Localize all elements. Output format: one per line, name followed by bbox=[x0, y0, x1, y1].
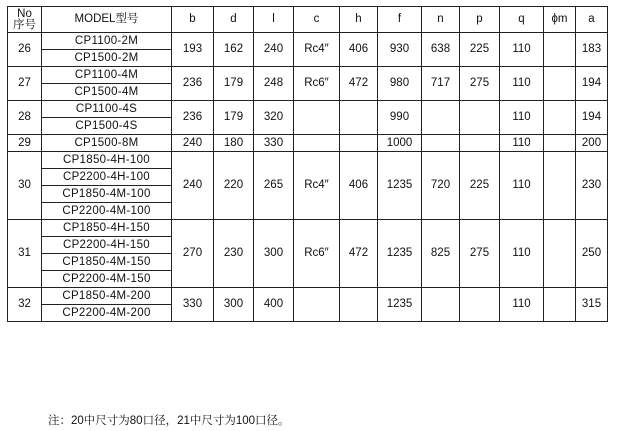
cell-p: 225 bbox=[460, 33, 500, 67]
cell-phi-m bbox=[544, 101, 576, 135]
col-header-phi-m: ϕm bbox=[544, 7, 576, 33]
table-row bbox=[8, 288, 608, 305]
cell-phi-m bbox=[544, 135, 576, 152]
cell-p bbox=[460, 101, 500, 135]
cell-p: 275 bbox=[460, 67, 500, 101]
cell-q: 110 bbox=[500, 135, 544, 152]
col-header-q: q bbox=[500, 7, 544, 33]
col-header-model: MODEL型号 bbox=[42, 7, 172, 33]
cell-model: CP1100-4M bbox=[42, 67, 172, 84]
cell-model: CP1850-4M-200 bbox=[42, 288, 172, 305]
cell-d: 220 bbox=[214, 152, 254, 220]
cell-model: CP2200-4M-150 bbox=[42, 271, 172, 288]
cell-l: 400 bbox=[254, 288, 294, 322]
cell-b: 330 bbox=[172, 288, 214, 322]
cell-p: 275 bbox=[460, 220, 500, 288]
cell-b: 240 bbox=[172, 152, 214, 220]
cell-h bbox=[340, 135, 378, 152]
table-row bbox=[8, 152, 608, 169]
cell-model: CP1500-4M bbox=[42, 84, 172, 101]
cell-a: 250 bbox=[576, 220, 608, 288]
cell-d: 179 bbox=[214, 101, 254, 135]
col-header-h: h bbox=[340, 7, 378, 33]
cell-model: CP2200-4H-100 bbox=[42, 169, 172, 186]
cell-model: CP1100-4S bbox=[42, 101, 172, 118]
cell-model: CP1850-4M-150 bbox=[42, 254, 172, 271]
cell-n: 638 bbox=[422, 33, 460, 67]
table-row bbox=[8, 101, 608, 118]
cell-l: 320 bbox=[254, 101, 294, 135]
cell-h: 406 bbox=[340, 33, 378, 67]
cell-q: 110 bbox=[500, 33, 544, 67]
cell-f: 930 bbox=[378, 33, 422, 67]
cell-no: 26 bbox=[8, 33, 42, 67]
cell-q: 110 bbox=[500, 220, 544, 288]
cell-model: CP1500-4S bbox=[42, 118, 172, 135]
cell-d: 180 bbox=[214, 135, 254, 152]
col-header-b: b bbox=[172, 7, 214, 33]
col-header-c: c bbox=[294, 7, 340, 33]
col-header-n: n bbox=[422, 7, 460, 33]
cell-l: 248 bbox=[254, 67, 294, 101]
cell-q: 110 bbox=[500, 288, 544, 322]
cell-c: Rc6″ bbox=[294, 67, 340, 101]
cell-f: 1235 bbox=[378, 152, 422, 220]
cell-l: 265 bbox=[254, 152, 294, 220]
cell-model: CP1100-2M bbox=[42, 33, 172, 50]
cell-h bbox=[340, 101, 378, 135]
cell-f: 980 bbox=[378, 67, 422, 101]
cell-no: 31 bbox=[8, 220, 42, 288]
cell-a: 315 bbox=[576, 288, 608, 322]
cell-a: 183 bbox=[576, 33, 608, 67]
cell-q: 110 bbox=[500, 152, 544, 220]
col-header-d: d bbox=[214, 7, 254, 33]
cell-l: 300 bbox=[254, 220, 294, 288]
cell-model: CP2200-4M-200 bbox=[42, 305, 172, 322]
cell-phi-m bbox=[544, 220, 576, 288]
cell-c: Rc4″ bbox=[294, 152, 340, 220]
cell-model: CP2200-4M-100 bbox=[42, 203, 172, 220]
cell-n: 720 bbox=[422, 152, 460, 220]
cell-no: 27 bbox=[8, 67, 42, 101]
cell-model: CP1850-4H-150 bbox=[42, 220, 172, 237]
cell-b: 236 bbox=[172, 67, 214, 101]
cell-phi-m bbox=[544, 67, 576, 101]
cell-b: 240 bbox=[172, 135, 214, 152]
footnote: 注：20中尺寸为80口径，21中尺寸为100口径。 bbox=[48, 415, 290, 427]
cell-n bbox=[422, 101, 460, 135]
cell-c: Rc4″ bbox=[294, 33, 340, 67]
cell-b: 193 bbox=[172, 33, 214, 67]
cell-model: CP2200-4H-150 bbox=[42, 237, 172, 254]
cell-d: 230 bbox=[214, 220, 254, 288]
col-header-f: f bbox=[378, 7, 422, 33]
cell-d: 179 bbox=[214, 67, 254, 101]
table-row bbox=[8, 33, 608, 50]
cell-a: 230 bbox=[576, 152, 608, 220]
cell-d: 300 bbox=[214, 288, 254, 322]
cell-n: 717 bbox=[422, 67, 460, 101]
table-row bbox=[8, 67, 608, 84]
cell-no: 29 bbox=[8, 135, 42, 152]
cell-n bbox=[422, 288, 460, 322]
cell-h: 472 bbox=[340, 220, 378, 288]
cell-a: 200 bbox=[576, 135, 608, 152]
cell-q: 110 bbox=[500, 67, 544, 101]
cell-no: 30 bbox=[8, 152, 42, 220]
cell-h: 472 bbox=[340, 67, 378, 101]
cell-c bbox=[294, 101, 340, 135]
cell-h: 406 bbox=[340, 152, 378, 220]
cell-c: Rc6″ bbox=[294, 220, 340, 288]
cell-l: 240 bbox=[254, 33, 294, 67]
cell-f: 990 bbox=[378, 101, 422, 135]
cell-p bbox=[460, 288, 500, 322]
cell-l: 330 bbox=[254, 135, 294, 152]
cell-c bbox=[294, 135, 340, 152]
cell-phi-m bbox=[544, 152, 576, 220]
cell-a: 194 bbox=[576, 67, 608, 101]
cell-n: 825 bbox=[422, 220, 460, 288]
col-header-l: l bbox=[254, 7, 294, 33]
col-header-p: p bbox=[460, 7, 500, 33]
spec-table-body bbox=[8, 33, 608, 322]
cell-c bbox=[294, 288, 340, 322]
cell-n bbox=[422, 135, 460, 152]
cell-p bbox=[460, 135, 500, 152]
cell-no: 32 bbox=[8, 288, 42, 322]
col-header-no-bottom: 序号 bbox=[13, 18, 36, 31]
table-row bbox=[8, 135, 608, 152]
cell-b: 270 bbox=[172, 220, 214, 288]
cell-h bbox=[340, 288, 378, 322]
col-header-no bbox=[8, 7, 42, 33]
cell-q: 110 bbox=[500, 101, 544, 135]
table-row bbox=[8, 220, 608, 237]
cell-no: 28 bbox=[8, 101, 42, 135]
header-row bbox=[8, 7, 608, 33]
cell-model: CP1500-2M bbox=[42, 50, 172, 67]
col-header-a: a bbox=[576, 7, 608, 33]
cell-phi-m bbox=[544, 33, 576, 67]
cell-d: 162 bbox=[214, 33, 254, 67]
cell-model: CP1850-4H-100 bbox=[42, 152, 172, 169]
cell-f: 1000 bbox=[378, 135, 422, 152]
cell-model: CP1500-8M bbox=[42, 135, 172, 152]
cell-f: 1235 bbox=[378, 220, 422, 288]
cell-b: 236 bbox=[172, 101, 214, 135]
cell-a: 194 bbox=[576, 101, 608, 135]
spec-table bbox=[7, 6, 608, 322]
cell-phi-m bbox=[544, 288, 576, 322]
col-header-no-top: No bbox=[17, 7, 32, 20]
cell-p: 225 bbox=[460, 152, 500, 220]
cell-model: CP1850-4M-100 bbox=[42, 186, 172, 203]
cell-f: 1235 bbox=[378, 288, 422, 322]
